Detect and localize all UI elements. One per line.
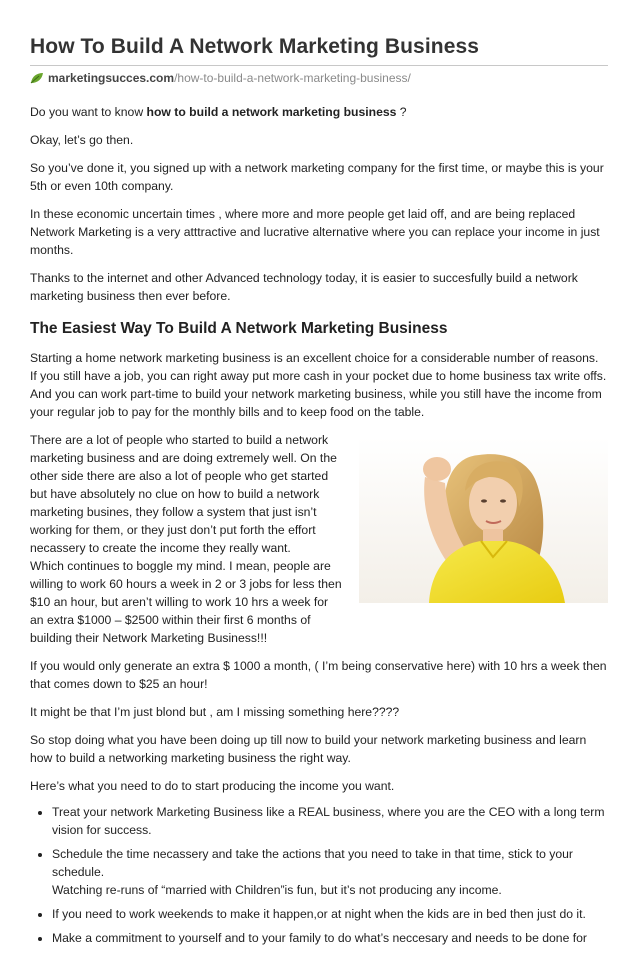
title-divider <box>30 65 608 66</box>
tips-list <box>30 803 608 947</box>
article <box>30 0 608 953</box>
source-line <box>30 70 608 86</box>
intro-question-end: ? <box>396 105 407 119</box>
list-item <box>52 905 608 923</box>
source-domain-link[interactable]: marketingsucces.com <box>48 71 175 85</box>
list-item-text: Make a commitment to yourself and to your family to do what’s neccesary and needs to be done for <box>52 931 587 945</box>
list-item-extra: Watching re-runs of “married with Children”is fun, but it’s not producing any income. <box>52 883 502 897</box>
list-item <box>52 803 608 839</box>
page-title: How To Build A Network Marketing Business <box>30 35 480 58</box>
intro-question-bold: how to build a network marketing business <box>146 105 397 119</box>
leaf-icon <box>30 72 44 84</box>
paragraph: Here’s what you need to do to start producing the income you want. <box>30 779 395 793</box>
float-text <box>30 431 345 647</box>
source-path-link[interactable]: /how-to-build-a-network-marketing-business/ <box>174 71 411 85</box>
paragraph: Thanks to the internet and other Advanced technology today, it is easier to succesfully build a network marketing business then ever before. <box>30 271 578 303</box>
intro-question-start: Do you want to know <box>30 105 147 119</box>
list-item <box>52 929 608 947</box>
list-item-text: If you need to work weekends to make it happen,or at night when the kids are in bed then just do it. <box>52 907 586 921</box>
paragraph: Starting a home network marketing business is an excellent choice for a considerable number of reasons. If you still have a job, you can right away put more cash in your pocket due to home business tax write offs. And you can work part-time to build your network marketing business, while you still have the income from your regular job to pay for the monthly bills and to keep food on the table. <box>30 351 607 419</box>
list-item-text: Schedule the time necassery and take the actions that you need to take in that time, stick to your schedule. <box>52 847 573 879</box>
paragraph: If you would only generate an extra $ 1000 a month, ( I’m being conservative here) with 10 hrs a week then that comes down to $25 an hour! <box>30 659 607 691</box>
list-item <box>52 845 608 899</box>
paragraph: So you’ve done it, you signed up with a network marketing company for the first time, or maybe this is your 5th or even 10th company. <box>30 161 604 193</box>
paragraph: There are a lot of people who started to build a network marketing business and are doing extremely well. On the other side there are also a lot of people who get started but have absolutely no clue on how to build a network marketing busines, they follow a system that just isn’t working for them, or they just don’t put forth the effort necassery to create the income they really want. <box>30 433 337 555</box>
intro-question <box>30 103 608 121</box>
paragraph: In these economic uncertain times , where more and more people get laid off, and are being replaced Network Marketing is a very atttractive and lucrative alternative where you can replace your income in just months. <box>30 207 600 257</box>
paragraph: So stop doing what you have been doing up till now to build your network marketing business and learn how to build a networking marketing business the right way. <box>30 733 587 765</box>
image-text-block <box>30 431 608 647</box>
paragraph: Okay, let’s go then. <box>30 133 134 147</box>
woman-photo <box>359 437 608 603</box>
paragraph: It might be that I’m just blond but , am I missing something here???? <box>30 705 400 719</box>
list-item-text: Treat your network Marketing Business like a REAL business, where you are the CEO with a long term vision for success. <box>52 805 605 837</box>
paragraph: Which continues to boggle my mind. I mean, people are willing to work 60 hours a week in 2 or 3 jobs for less then $10 an hour, but aren’t willing to work 10 hrs a week for an extra $1000 – $2500 within their first 6 months of building their Network Marketing Business!!! <box>30 559 342 645</box>
section-heading: The Easiest Way To Build A Network Marketing Business <box>30 320 448 337</box>
